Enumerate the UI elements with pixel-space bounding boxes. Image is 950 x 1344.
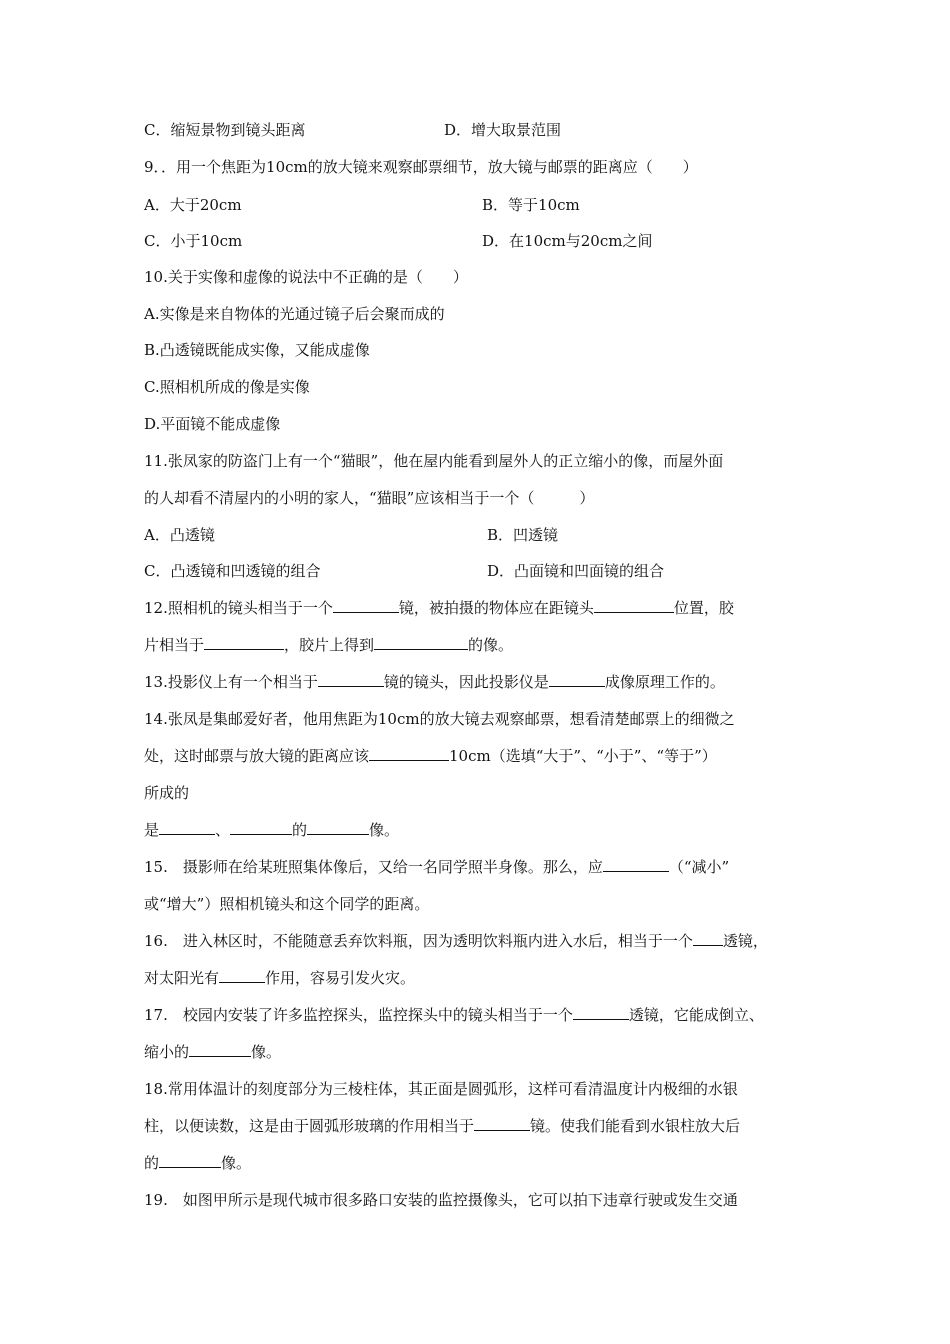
answer-blank[interactable] [693,931,723,946]
q18-line1: 18.常用体温计的刻度部分为三棱柱体，其正面是圆弧形，这样可看清温度计内极细的水银 [144,1080,738,1098]
q16-text: 作用，容易引发火灾。 [265,969,416,987]
q15-text: 15. 摄影师在给某班照集体像后，又给一名同学照半身像。那么，应 [144,858,603,876]
q17-text: 缩小的 [144,1043,190,1061]
answer-blank[interactable] [603,857,669,872]
q12-text: 片相当于 [144,636,205,654]
q10-stem: 10.关于实像和虚像的说法中不正确的是（ ） [144,268,468,286]
answer-blank[interactable] [159,820,215,835]
q16-line1 [144,931,768,951]
q18-text: 镜。使我们能看到水银柱放大后 [530,1117,741,1135]
q9-option-a: A．大于20cm [144,196,242,214]
q11-stem-line1: 11.张凤家的防盗门上有一个“猫眼”，他在屋内能看到屋外人的正立缩小的像，而屋外面 [144,452,724,470]
q10-option-d: D.平面镜不能成虚像 [144,415,281,433]
answer-blank[interactable] [333,598,399,613]
q11-option-b: B．凹透镜 [487,526,559,544]
q12-text: ，胶片上得到 [284,636,375,654]
q12-line1 [144,598,734,618]
q10-option-c: C.照相机所成的像是实像 [144,378,310,396]
q14-text: 的 [292,821,308,839]
q14-text: 、 [215,821,231,839]
q14-line2 [144,746,717,766]
q17-line1 [144,1005,764,1025]
q11-stem-line2: 的人却看不清屋内的小明的家人，“猫眼”应该相当于一个（ ） [144,489,595,507]
q8-option-c: C．缩短景物到镜头距离 [144,121,306,139]
q13-line1 [144,672,725,692]
q15-line1 [144,857,729,877]
q9-option-d: D．在10cm与20cm之间 [482,232,653,250]
q13-text: 13.投影仪上有一个相当于 [144,673,318,691]
q9-option-b: B．等于10cm [482,196,580,214]
answer-blank[interactable] [219,968,265,983]
q16-text: 对太阳光有 [144,969,220,987]
q17-text: 像。 [251,1043,282,1061]
q18-text: 的 [144,1154,160,1172]
q10-option-b: B.凸透镜既能成实像，又能成虚像 [144,341,370,359]
q15-line2: 或“增大”）照相机镜头和这个同学的距离。 [144,895,430,913]
q14-text: 像。 [369,821,400,839]
q12-text: 的像。 [468,636,514,654]
q17-line2 [144,1042,281,1062]
answer-blank[interactable] [318,672,384,687]
q11-option-c: C．凸透镜和凹透镜的组合 [144,562,321,580]
answer-blank[interactable] [369,746,449,761]
answer-blank[interactable] [594,598,674,613]
answer-blank[interactable] [189,1042,251,1057]
q16-line2 [144,968,415,988]
q12-line2 [144,635,513,655]
q12-text: 镜，被拍摄的物体应在距镜头 [398,599,594,617]
q14-line1: 14.张凤是集邮爱好者，他用焦距为10cm的放大镜去观察邮票，想看清楚邮票上的细微之 [144,710,735,728]
q14-line3: 所成的 [144,784,190,802]
q19-line1: 19. 如图甲所示是现代城市很多路口安装的监控摄像头，它可以拍下违章行驶或发生交通 [144,1191,738,1209]
q12-text: 12.照相机的镜头相当于一个 [144,599,333,617]
answer-blank[interactable] [474,1116,530,1131]
q17-text: 透镜，它能成倒立、 [628,1006,764,1024]
answer-blank[interactable] [549,672,605,687]
answer-blank[interactable] [374,635,468,650]
q18-text: 柱，以便读数，这是由于圆弧形玻璃的作用相当于 [144,1117,475,1135]
q18-line2 [144,1116,740,1136]
q16-text: 16. 进入林区时，不能随意丢弃饮料瓶，因为透明饮料瓶内进入水后，相当于一个 [144,932,693,950]
answer-blank[interactable] [159,1153,221,1168]
q13-text: 镜的镜头，因此投影仪是 [383,673,549,691]
q8-option-d: D．增大取景范围 [444,121,562,139]
answer-blank[interactable] [204,635,284,650]
q11-option-a: A．凸透镜 [144,526,215,544]
q17-text: 17. 校园内安装了许多监控探头，监控探头中的镜头相当于一个 [144,1006,573,1024]
q11-option-d: D．凸面镜和凹面镜的组合 [487,562,665,580]
q18-line3 [144,1153,251,1173]
q18-text: 像。 [221,1154,252,1172]
q14-text: 处，这时邮票与放大镜的距离应该 [144,747,370,765]
q9-option-c: C．小于10cm [144,232,243,250]
q14-text: 是 [144,821,160,839]
q12-text: 位置，胶 [673,599,734,617]
answer-blank[interactable] [573,1005,629,1020]
q10-option-a: A.实像是来自物体的光通过镜子后会聚而成的 [144,305,445,323]
q16-text: 透镜， [722,932,768,950]
answer-blank[interactable] [307,820,369,835]
q14-text: 10cm（选填“大于”、“小于”、“等于”） [449,747,717,765]
answer-blank[interactable] [230,820,292,835]
q15-text: （“减小” [668,858,730,876]
q13-text: 成像原理工作的。 [604,673,725,691]
q9-stem: 9．．用一个焦距为10cm的放大镜来观察邮票细节，放大镜与邮票的距离应（ ） [144,158,698,176]
q14-line4 [144,820,399,840]
